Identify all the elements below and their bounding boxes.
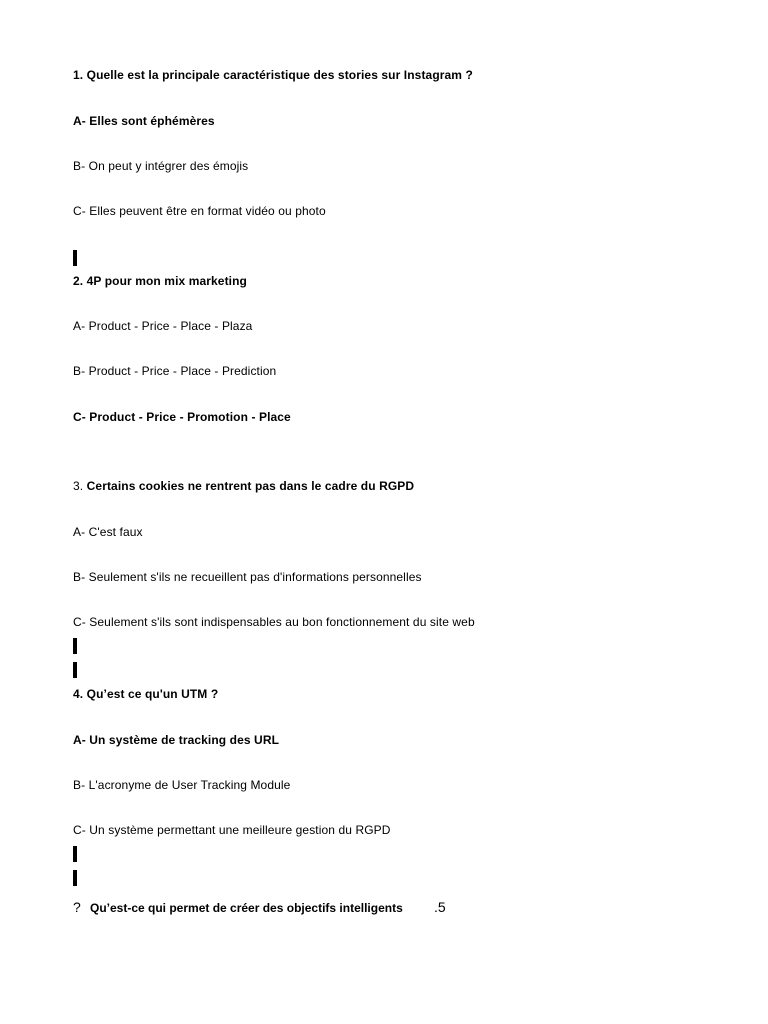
question-2-option-c: C- Product - Price - Promotion - Place [73,410,291,424]
question-1-option-b: B- On peut y intégrer des émojis [73,159,249,173]
question-4-title: 4. Qu’est ce qu'un UTM ? [73,687,219,701]
question-1-option-a: A- Elles sont éphémères [73,114,215,128]
question-3-option-c: C- Seulement s'ils sont indispensables au bon fonctionnement du site web [73,615,475,629]
question-5-title: Qu’est-ce qui permet de créer des objectifs intelligents [90,901,403,915]
question-2-option-a: A- Product - Price - Place - Plaza [73,319,253,333]
question-3-option-a: A- C'est faux [73,525,143,539]
question-1-title: 1. Quelle est la principale caractéristique des stories sur Instagram ? [73,68,473,82]
question-2-title: 2. 4P pour mon mix marketing [73,274,247,288]
question-3-option-b: B- Seulement s'ils ne recueillent pas d'informations personnelles [73,570,422,584]
text-cursor-marker [73,870,77,886]
question-4-option-b: B- L'acronyme de User Tracking Module [73,778,291,792]
question-2-option-b: B- Product - Price - Place - Prediction [73,364,277,378]
question-4-option-a: A- Un système de tracking des URL [73,733,280,747]
question-4-option-c: C- Un système permettant une meilleure gestion du RGPD [73,823,391,837]
question-5-number: .5 [434,899,446,915]
text-cursor-marker [73,846,77,862]
question-3-title: Certains cookies ne rentrent pas dans le cadre du RGPD [86,479,415,493]
question-1-option-c: C- Elles peuvent être en format vidéo ou photo [73,204,326,218]
question-5-prefix: ? [73,899,81,915]
question-3-title-row [73,478,414,494]
text-cursor-marker [73,662,77,678]
text-cursor-marker [73,250,77,266]
text-cursor-marker [73,638,77,654]
question-3-number: 3. [73,479,87,493]
